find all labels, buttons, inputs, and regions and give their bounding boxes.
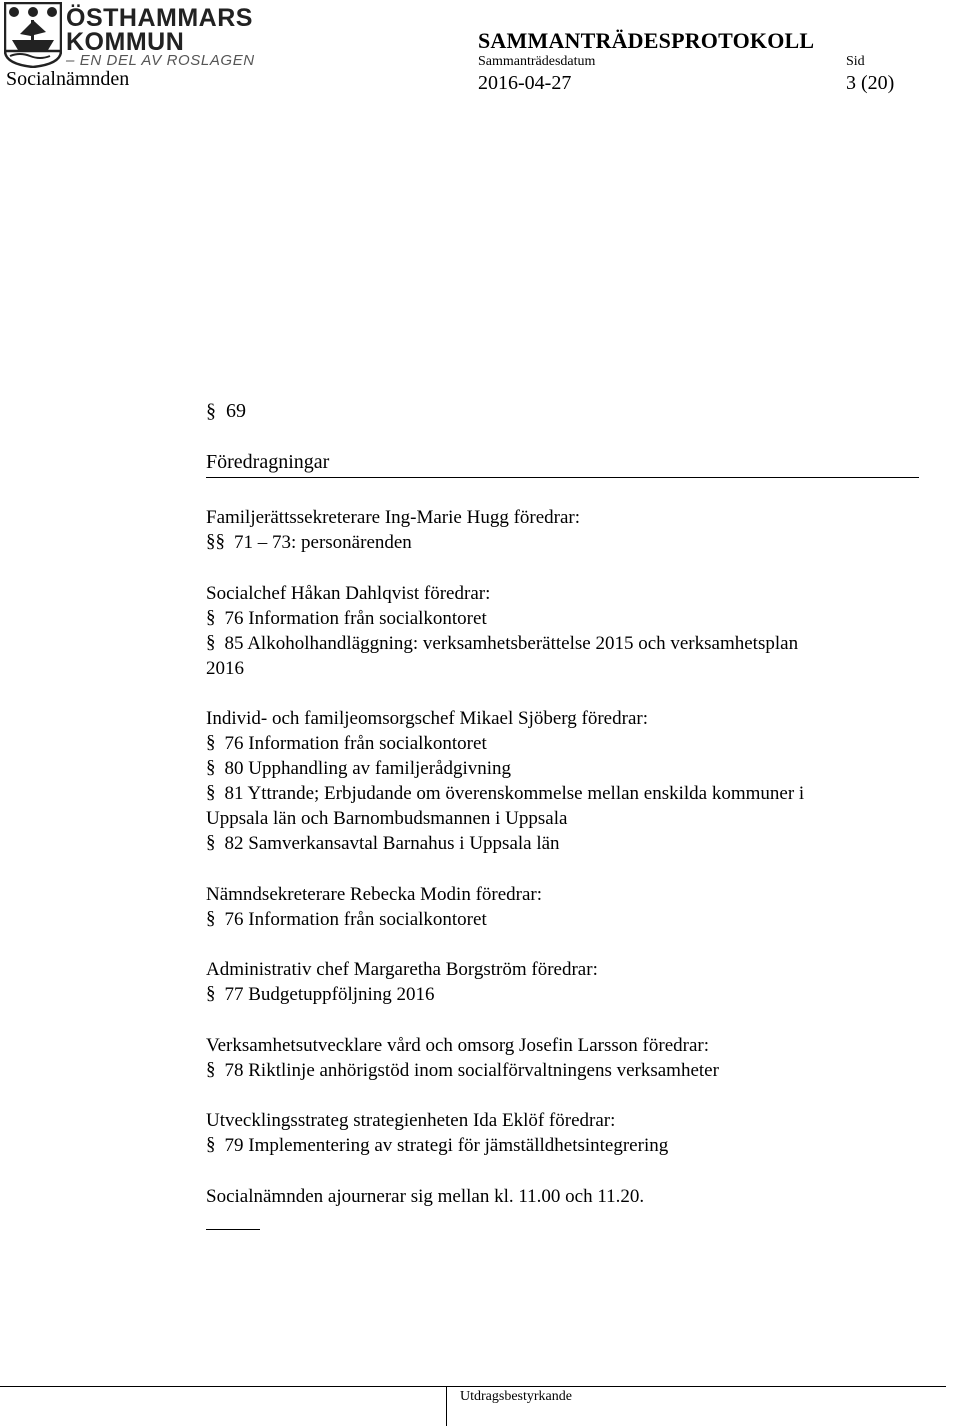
heading-rule [206,477,919,478]
section-symbol: § [206,632,216,653]
agenda-line: § 76 Information från socialkontoret [206,732,487,754]
agenda-line: § 78 Riktlinje anhörigstöd inom socialförvaltningens verksamheter [206,1059,719,1081]
paragraph-number-value: 69 [226,400,246,422]
section-symbol: § [206,400,216,422]
document-title: SAMMANTRÄDESPROTOKOLL [478,28,815,53]
org-name-line1: ÖSTHAMMARS [66,4,253,32]
agenda-line: § 80 Upphandling av familjerådgivning [206,757,512,779]
section-symbol: § [206,1059,216,1080]
section-symbol: § [206,732,216,753]
signature-label: Utdragsbestyrkande [460,1389,572,1404]
org-tagline: – EN DEL AV ROSLAGEN [66,52,255,69]
agenda-line: § 76 Information från socialkontoret [206,607,487,629]
municipality-logo [4,2,255,70]
agenda-line-continued: 2016 [206,658,244,679]
committee-name: Socialnämnden [6,68,130,90]
section-symbol: § [206,782,216,803]
section-symbol: § [206,757,216,778]
date-label: Sammanträdesdatum [478,54,596,69]
presenter-line: Administrativ chef Margaretha Borgström föredrar: [206,959,598,980]
presenter-line: Familjerättssekreterare Ing-Marie Hugg föredrar: [206,507,581,528]
meeting-date: 2016-04-27 [478,72,572,94]
page-label: Sid [846,54,865,69]
section-symbol: § [206,607,216,628]
end-rule [206,1229,260,1230]
paragraph-number [206,400,246,423]
footer-divider [446,1386,447,1426]
agenda-line: § 79 Implementering av strategi för jämställdhetsintegrering [206,1134,669,1156]
section-symbol: § [206,832,216,853]
page-number: 3 (20) [846,72,895,94]
agenda-line: § 76 Information från socialkontoret [206,908,487,930]
coat-of-arms-ship-icon [4,2,62,68]
presenter-line: Verksamhetsutvecklare vård och omsorg Josefin Larsson föredrar: [206,1035,709,1056]
section-symbol: §§ [206,531,225,552]
presenter-line: Socialchef Håkan Dahlqvist föredrar: [206,583,491,604]
adjournment-note: Socialnämnden ajournerar sig mellan kl. 11.00 och 11.20. [206,1186,645,1207]
footer-rule [0,1386,946,1387]
agenda-line-continued: Uppsala län och Barnombudsmannen i Uppsala [206,808,568,829]
agenda-line: § 81 Yttrande; Erbjudande om överenskommelse mellan enskilda kommuner i [206,782,805,804]
agenda-line: § 85 Alkoholhandläggning: verksamhetsberättelse 2015 och verksamhetsplan [206,632,799,654]
presenter-line: Individ- och familjeomsorgschef Mikael Sjöberg föredrar: [206,708,648,729]
paragraph-heading: Föredragningar [206,451,330,473]
agenda-line: § 77 Budgetuppföljning 2016 [206,983,435,1005]
org-name-line2: KOMMUN [66,28,185,56]
agenda-line: §§ 71 – 73: personärenden [206,531,412,553]
section-symbol: § [206,908,216,929]
section-symbol: § [206,983,216,1004]
presenter-line: Utvecklingsstrateg strategienheten Ida Eklöf föredrar: [206,1110,616,1131]
presenter-line: Nämndsekreterare Rebecka Modin föredrar: [206,884,543,905]
agenda-line: § 82 Samverkansavtal Barnahus i Uppsala län [206,832,560,854]
section-symbol: § [206,1134,216,1155]
